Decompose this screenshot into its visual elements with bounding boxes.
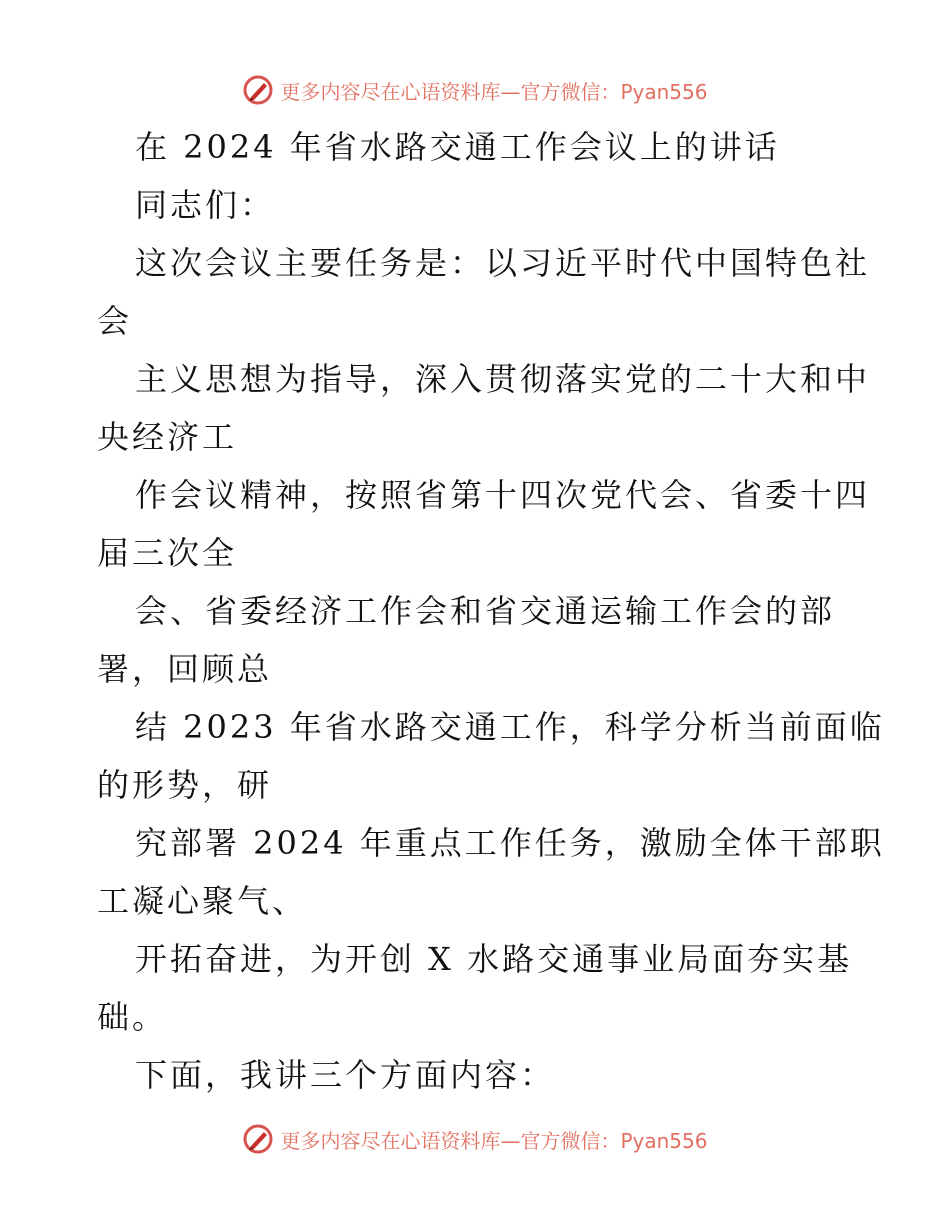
- paragraph-line: 工凝心聚气、: [97, 882, 308, 920]
- paragraph-line: 的形势，研: [97, 766, 273, 804]
- pen-circle-logo-icon: [242, 1123, 274, 1155]
- header-watermark: [0, 72, 950, 108]
- paragraph-line: 主义思想为指导，深入贯彻落实党的二十大和中: [135, 360, 871, 398]
- watermark-text: 更多内容尽在心语资料库—官方微信：Pyan556: [280, 1128, 708, 1153]
- paragraph-line: 作会议精神，按照省第十四次党代会、省委十四: [135, 476, 871, 514]
- document-body: [97, 118, 885, 1104]
- footer-watermark: [0, 1121, 950, 1157]
- paragraph-line: 署，回顾总: [97, 650, 273, 688]
- paragraph-line: 会: [97, 302, 133, 340]
- paragraph-line: 开拓奋进，为开创 X 水路交通事业局面夯实基: [135, 940, 853, 978]
- paragraph-line: 结 2023 年省水路交通工作，科学分析当前面临: [135, 708, 885, 746]
- salutation: 同志们：: [135, 186, 276, 224]
- paragraph-line: 这次会议主要任务是：以习近平时代中国特色社: [135, 244, 871, 282]
- paragraph-line: 会、省委经济工作会和省交通运输工作会的部: [135, 592, 836, 630]
- pen-circle-logo-icon: [242, 74, 274, 106]
- document-title: 在 2024 年省水路交通工作会议上的讲话: [135, 128, 780, 166]
- paragraph-line: 央经济工: [97, 418, 238, 456]
- watermark-text: 更多内容尽在心语资料库—官方微信：Pyan556: [280, 79, 708, 104]
- paragraph-line: 础。: [97, 998, 168, 1036]
- paragraph-line: 究部署 2024 年重点工作任务，激励全体干部职: [135, 824, 885, 862]
- paragraph-line: 届三次全: [97, 534, 238, 572]
- paragraph-line: 下面，我讲三个方面内容：: [135, 1056, 556, 1094]
